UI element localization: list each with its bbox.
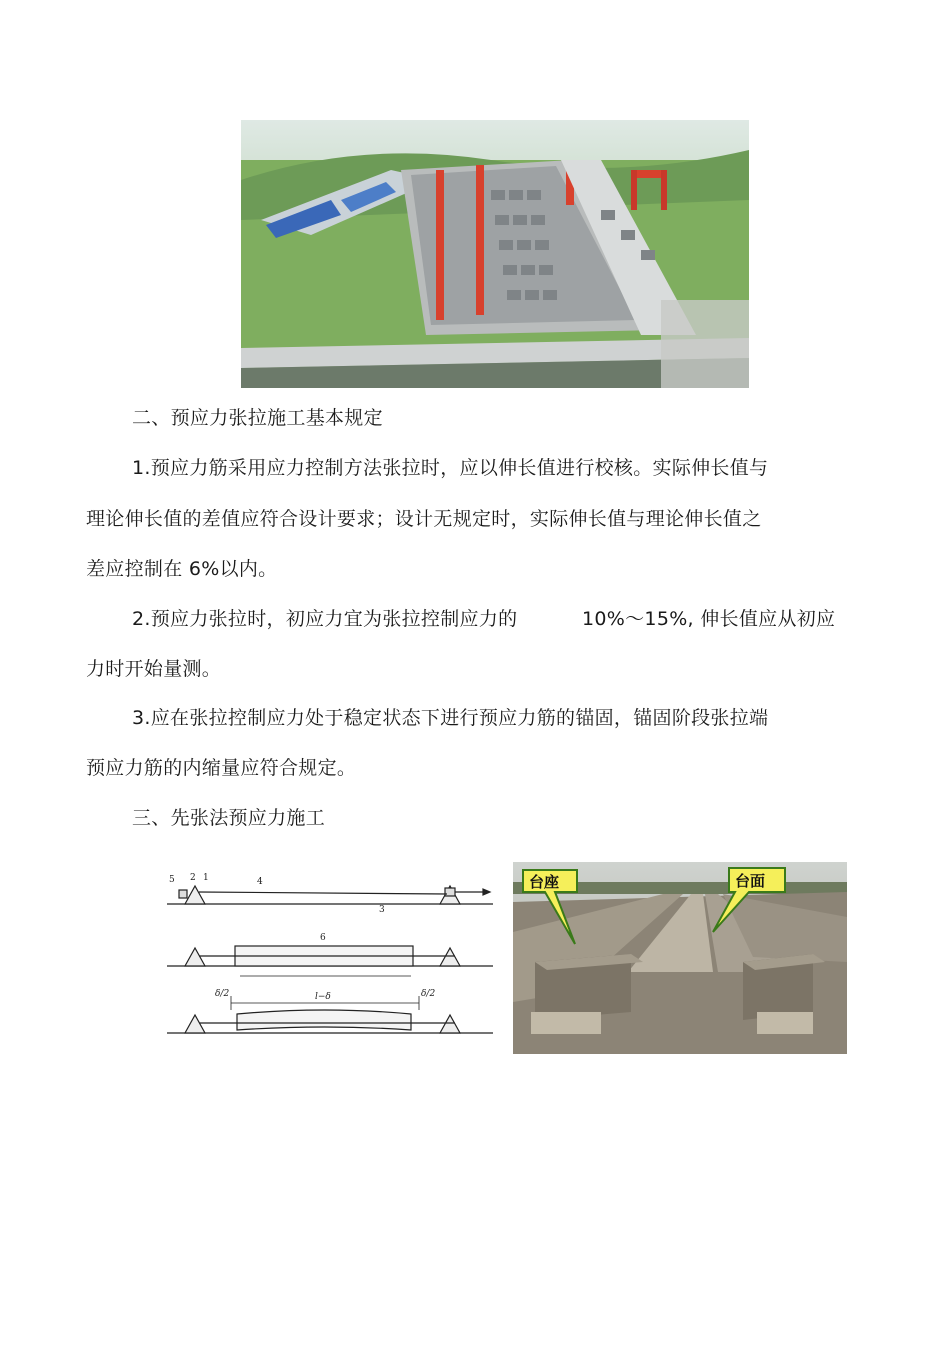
diagram-row-1: [167, 886, 493, 904]
diagram-dim-left: δ/2: [215, 989, 230, 999]
diagram-row-2: [167, 946, 493, 976]
section3-heading: 三、先张法预应力施工: [132, 807, 326, 829]
pretension-bed-photo: [513, 862, 847, 1054]
diagram-dim-middle: l−δ: [315, 992, 331, 1002]
precast-yard-aerial-photo: [241, 120, 749, 388]
item3-line1: 3.应在张拉控制应力处于稳定状态下进行预应力筋的锚固，锚固阶段张拉端: [132, 707, 769, 729]
callout-right-label: 台面: [735, 872, 766, 890]
item1-line3: 差应控制在 6%以内。: [86, 558, 278, 580]
section2-heading: 二、预应力张拉施工基本规定: [132, 407, 383, 429]
item2-line2: 力时开始量测。: [86, 658, 222, 680]
item3-line2: 预应力筋的内缩量应符合规定。: [86, 757, 357, 779]
diagram-label-5: 5: [169, 875, 175, 885]
diagram-label-2: 2: [190, 873, 196, 883]
item1-line2: 理论伸长值的差值应符合设计要求；设计无规定时，实际伸长值与理论伸长值之: [86, 508, 762, 530]
diagram-label-3: 3: [379, 905, 385, 915]
diagram-label-6: 6: [320, 933, 326, 943]
item2-line1b: 10%～15%, 伸长值应从初应: [582, 608, 836, 630]
pretensioning-diagram: [165, 868, 495, 1053]
callout-left-label: 台座: [529, 873, 560, 891]
item1-line1: 1.预应力筋采用应力控制方法张拉时，应以伸长值进行校核。实际伸长值与: [132, 457, 769, 479]
item2-line1a: 2.预应力张拉时，初应力宜为张拉控制应力的: [132, 608, 518, 630]
diagram-label-4: 4: [257, 877, 263, 887]
diagram-dim-right: δ/2: [421, 989, 436, 999]
diagram-label-1: 1: [203, 873, 209, 883]
